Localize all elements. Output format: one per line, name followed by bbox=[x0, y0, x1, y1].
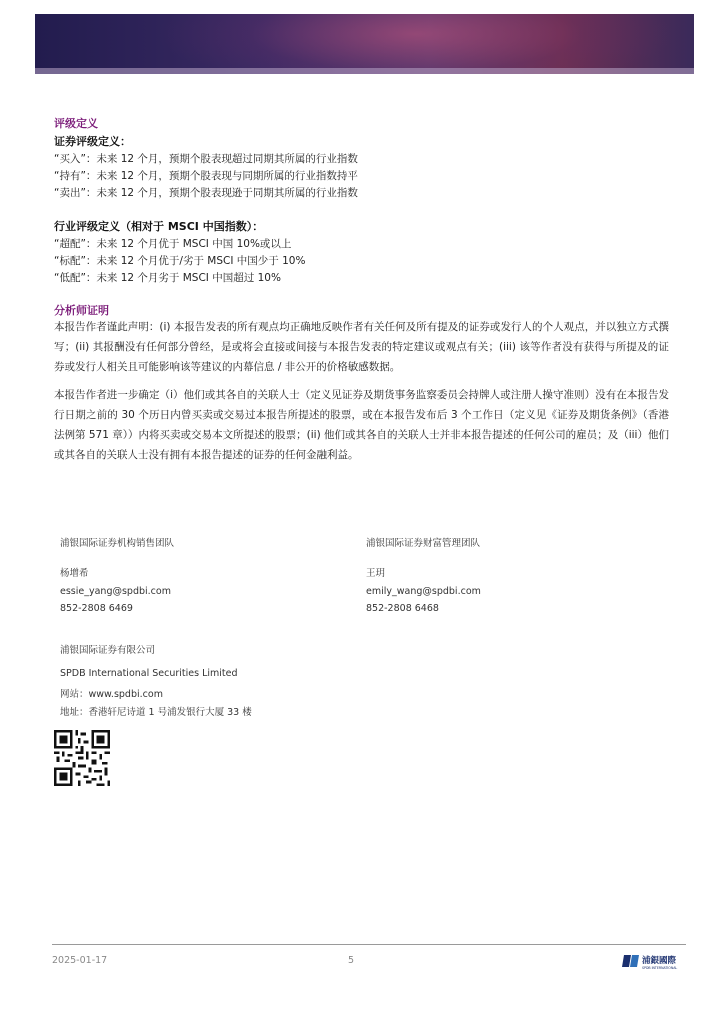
analyst-section-title: 分析师证明 bbox=[54, 304, 109, 317]
wealth-contact-name: 王玥 bbox=[366, 568, 386, 579]
company-address: 地址：香港轩尼诗道 1 号浦发银行大厦 33 楼 bbox=[60, 707, 252, 718]
stock-rating-buy: “买入”：未来 12 个月，预期个股表现超过同期其所属的行业指数 bbox=[54, 153, 358, 165]
logo-subtext: SPDB INTERNATIONAL bbox=[642, 966, 678, 970]
industry-rating-neutral: “标配”：未来 12 个月优于/劣于 MSCI 中国少于 10% bbox=[54, 255, 306, 267]
footer-date: 2025-01-17 bbox=[52, 955, 108, 966]
industry-rating-underweight: “低配”：未来 12 个月劣于 MSCI 中国超过 10% bbox=[54, 272, 281, 284]
wealth-team-title: 浦银国际证券财富管理团队 bbox=[366, 538, 481, 549]
analyst-certification-para2: 本报告作者进一步确定（i）他们或其各自的关联人士（定义见证券及期货事务监察委员会持牌人或注册人操守准则）没有在本报告发行日期之前的 30 个历日内曾买卖或交易过本报告所提述的股票，或在本报告发布后 3 个工作日（定义见《证券及期货条例》（香港法例第 571 章））内将买卖或交易本文所提述的股票；(ii) 他们或其各自的关联人士并非本报告提述的任何公司的雇员；及（iii）他们或其各自的关联人士没有拥有本报告提述的证券的任何金融利益。 bbox=[54, 389, 669, 461]
spdbi-logo-icon bbox=[622, 951, 682, 971]
wealth-contact-phone: 852-2808 6468 bbox=[366, 603, 439, 614]
stock-rating-title: 证券评级定义： bbox=[54, 135, 131, 148]
company-name-cn: 浦银国际证券有限公司 bbox=[60, 645, 156, 656]
company-website[interactable]: 网站：www.spdbi.com bbox=[60, 689, 163, 700]
qr-code-icon[interactable] bbox=[54, 730, 110, 786]
stock-rating-sell: “卖出”：未来 12 个月，预期个股表现逊于同期其所属的行业指数 bbox=[54, 187, 358, 199]
rating-section-title: 评级定义 bbox=[54, 117, 98, 130]
wealth-contact-email[interactable]: emily_wang@spdbi.com bbox=[366, 586, 481, 597]
industry-rating-overweight: “超配”：未来 12 个月优于 MSCI 中国 10%或以上 bbox=[54, 238, 292, 250]
footer-divider bbox=[52, 944, 686, 945]
header-banner bbox=[35, 14, 694, 74]
sales-contact-name: 杨增希 bbox=[60, 568, 89, 579]
footer-page-number: 5 bbox=[348, 955, 355, 966]
banner-stripe bbox=[35, 68, 694, 74]
analyst-certification-para1: 本报告作者谨此声明：(i) 本报告发表的所有观点均正确地反映作者有关任何及所有提及的证券或发行人的个人观点，并以独立方式撰写；(ii) 其报酬没有任何部分曾经，是或将会直接或间接与本报告发表的特定建议或观点有关；(iii) 该等作者没有获得与所提及的证券或发行人相关且可能影响该等建议的内幕信息 / 非公开的价格敏感数据。 bbox=[54, 321, 669, 373]
stock-rating-hold: “持有”：未来 12 个月，预期个股表现与同期所属的行业指数持平 bbox=[54, 170, 358, 182]
sales-contact-email[interactable]: essie_yang@spdbi.com bbox=[60, 586, 171, 597]
logo-text: 浦銀國際 bbox=[642, 956, 677, 966]
company-name-en: SPDB International Securities Limited bbox=[60, 668, 238, 679]
sales-team-title: 浦银国际证券机构销售团队 bbox=[60, 538, 175, 549]
sales-contact-phone: 852-2808 6469 bbox=[60, 603, 133, 614]
industry-rating-title: 行业评级定义（相对于 MSCI 中国指数）： bbox=[54, 220, 264, 233]
banner-glow bbox=[155, 14, 675, 74]
